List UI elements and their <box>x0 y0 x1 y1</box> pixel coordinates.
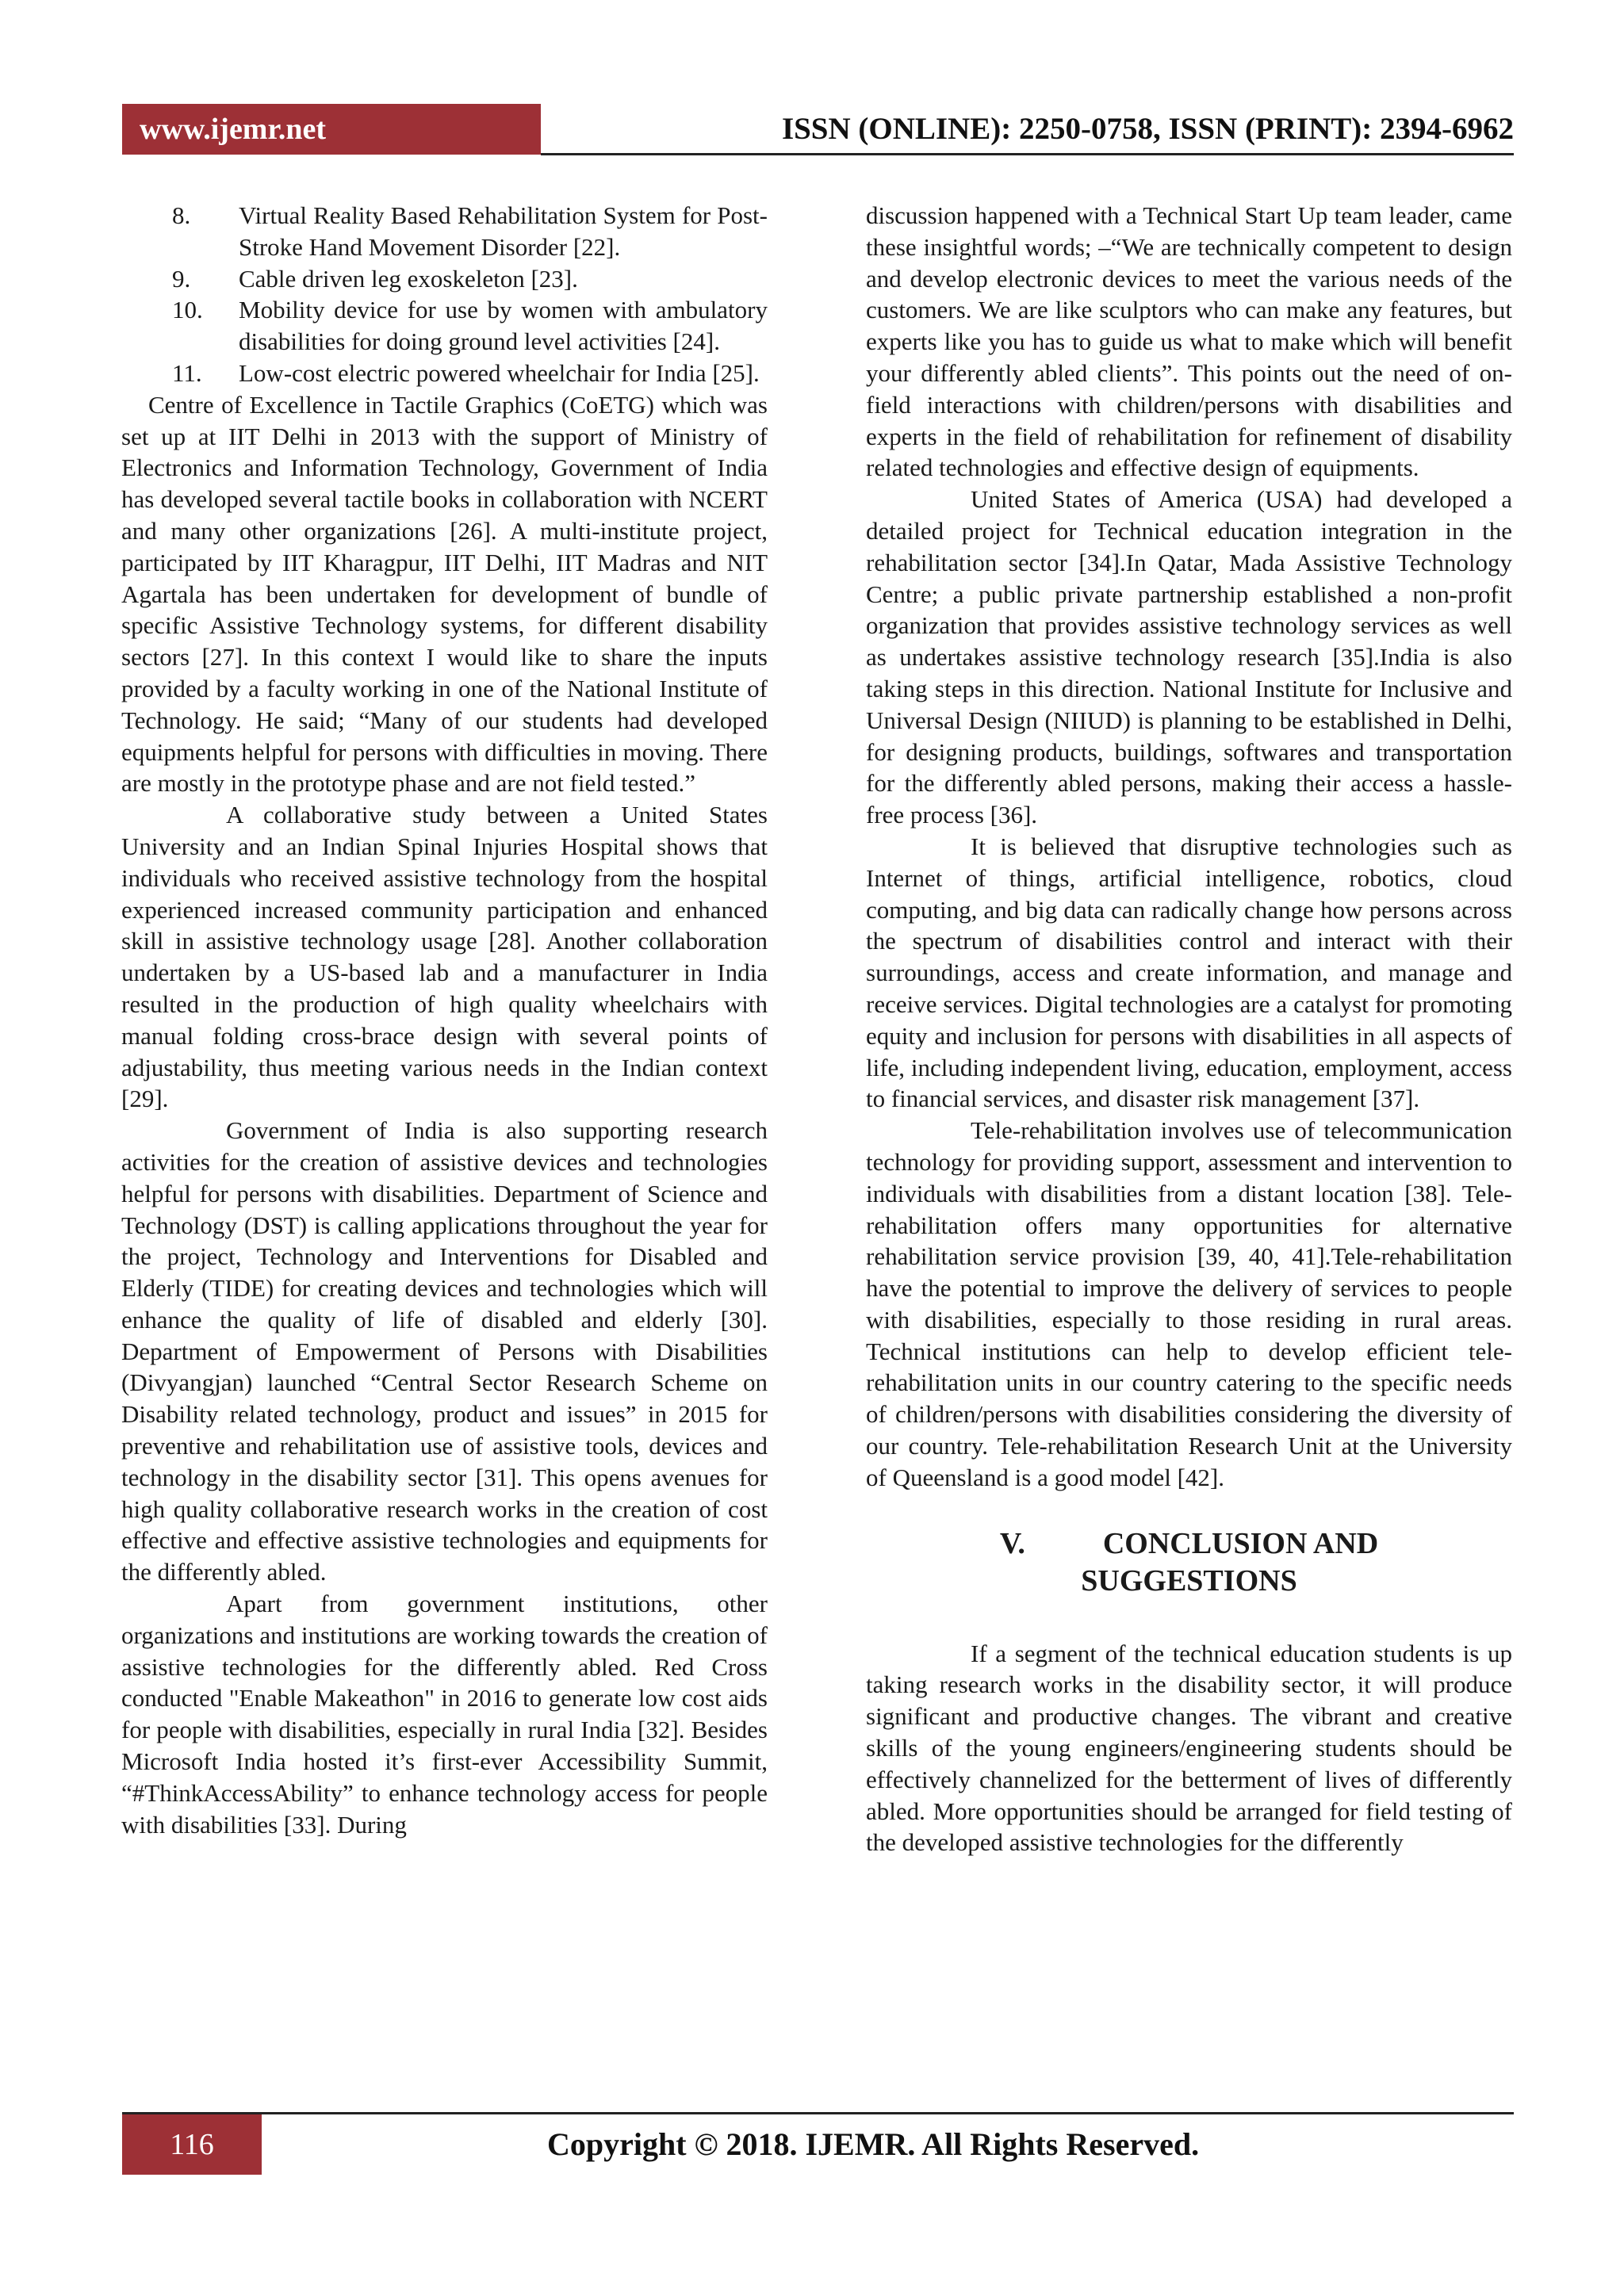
list-item-number: 11. <box>172 358 202 387</box>
section-heading <box>866 1525 1512 1600</box>
paragraph-government-support: Government of India is also supporting research activities for the creation of assistive devices and technologies helpful for persons with disabilities. Department of Science and Technology (DST) is calling applications throughout the year for the project, Technology and Interventions for Disabled and Elderly (TIDE) for creating devices and technologies which will enhance the quality of life of disabled and elderly [30]. Department of Empowerment of Persons with Disabilities (Divyangjan) launched “Central Sector Research Scheme on Disability related technology, product and issues” in 2015 for preventive and rehabilitation use of assistive tools, devices and technology in the disability sector [31]. This opens avenues for high quality collaborative research works in the creation of cost effective and effective assistive technologies and equipments for the differently abled. <box>121 1116 768 1586</box>
journal-website[interactable]: www.ijemr.net <box>122 104 541 155</box>
paragraph-coetg: Centre of Excellence in Tactile Graphics (CoETG) which was set up at IIT Delhi in 2013 with the support of Ministry of Electronics and Information Technology, Government of India has developed several tactile books in collaboration with NCERT and many other organizations [26]. A multi-institute project, participated by IIT Kharagpur, IIT Delhi, IIT Madras and NIT Agartala has been undertaken for development of bundle of specific Assistive Technology systems, for different disability sectors [27]. In this context I would like to share the inputs provided by a faculty working in one of the National Institute of Technology. He said; “Many of our students had developed equipments helpful for persons with difficulties in moving. There are mostly in the prototype phase and are not field tested.” <box>121 390 768 798</box>
list-item-number: 8. <box>172 201 191 229</box>
list-item <box>121 263 768 295</box>
section-title-line1: CONCLUSION AND <box>1102 1526 1379 1560</box>
list-item-text: Low-cost electric powered wheelchair for India [25]. <box>239 358 760 387</box>
copyright-notice: Copyright © 2018. IJEMR. All Rights Reserved. <box>547 2126 1200 2162</box>
page-number: 116 <box>122 2114 262 2175</box>
list-item-text: Virtual Reality Based Rehabilitation System for Post-Stroke Hand Movement Disorder [22]. <box>239 201 768 261</box>
list-item-text: Mobility device for use by women with ambulatory disabilities for doing ground level activities [24]. <box>239 296 768 356</box>
list-item <box>121 200 768 263</box>
paragraph-startup-discussion: discussion happened with a Technical Start Up team leader, came these insightful words; –“We are technically competent to design and develop electronic devices to meet the various needs of the customers. We are like sculptors who can make any features, but experts like you has to guide us what to make which will benefit your differently abled clients”. This points out the need of on-field interactions with children/persons with disabilities and experts in the field of rehabilitation for refinement of disability related technologies and effective design of equipments. <box>866 201 1512 482</box>
page-header <box>122 104 1514 155</box>
paragraph-tele-rehabilitation: Tele-rehabilitation involves use of telecommunication technology for providing support, assessment and intervention to individuals with disabilities from a distant location [38]. Tele-rehabilitation offers many opportunities for alternative rehabilitation service provision [39, 40, 41].Tele-rehabilitation have the potential to improve the delivery of services to people with disabilities, especially to those residing in rural areas. Technical institutions can help to develop efficient tele-rehabilitation units in our country catering to the specific needs of children/persons with disabilities considering the diversity of our country. Tele-rehabilitation Research Unit at the University of Queensland is a good model [42]. <box>866 1116 1512 1491</box>
list-item-number: 9. <box>172 264 191 293</box>
issn-line: ISSN (ONLINE): 2250-0758, ISSN (PRINT): 2394-6962 <box>781 112 1514 146</box>
list-item <box>121 358 768 389</box>
paragraph-international: United States of America (USA) had developed a detailed project for Technical education integration in the rehabilitation sector [34].In Qatar, Mada Assistive Technology Centre; a public private partnership established a non-profit organization that provides assistive technology services as well as undertakes assistive technology research [35].India is also taking steps in this direction. National Institute for Inclusive and Universal Design (NIIUD) is planning to be established in Delhi, for designing products, buildings, softwares and transportation for the differently abled persons, making their access a hassle-free process [36]. <box>866 485 1512 829</box>
left-column <box>121 200 768 1840</box>
paragraph-disruptive-tech: It is believed that disruptive technologies such as Internet of things, artificial intelligence, robotics, cloud computing, and big data can radically change how persons across the spectrum of disabilities control and interact with their surroundings, access and create information, and manage and receive services. Digital technologies are a catalyst for promoting equity and inclusion for persons with disabilities in all aspects of life, including independent living, education, employment, access to financial services, and disaster risk management [37]. <box>866 832 1512 1113</box>
list-item <box>121 294 768 358</box>
paragraph-collaborative-study: A collaborative study between a United States University and an Indian Spinal Injuries Hospital shows that individuals who received assistive technology from the hospital experienced increased community participation and enhanced skill in assistive technology usage [28]. Another collaboration undertaken by a US-based lab and a manufacturer in India resulted in the production of high quality wheelchairs with manual folding cross-brace design with several points of adjustability, thus meeting various needs in the Indian context [29]. <box>121 801 768 1113</box>
list-item-number: 10. <box>172 296 203 324</box>
right-column <box>866 200 1512 1858</box>
section-title-line2: SUGGESTIONS <box>1081 1563 1297 1598</box>
section-number: V. <box>999 1526 1025 1560</box>
list-item-text: Cable driven leg exoskeleton [23]. <box>239 264 578 293</box>
paragraph-other-organizations: Apart from government institutions, other organizations and institutions are working towards the creation of assistive technologies for the differently abled. Red Cross conducted "Enable Makeathon" in 2016 to generate low cost aids for people with disabilities, especially in rural India [32]. Besides Microsoft India hosted it’s first-ever Accessibility Summit, “#ThinkAccessAbility” to enhance technology access for people with disabilities [33]. During <box>121 1590 768 1839</box>
paragraph-conclusion: If a segment of the technical education students is up taking research works in the disability sector, it will produce significant and productive changes. The vibrant and creative skills of the young engineers/engineering students should be effectively channelized for the betterment of lives of differently abled. More opportunities should be arranged for field testing of the developed assistive technologies for the differently <box>866 1639 1512 1857</box>
numbered-list <box>121 200 768 389</box>
